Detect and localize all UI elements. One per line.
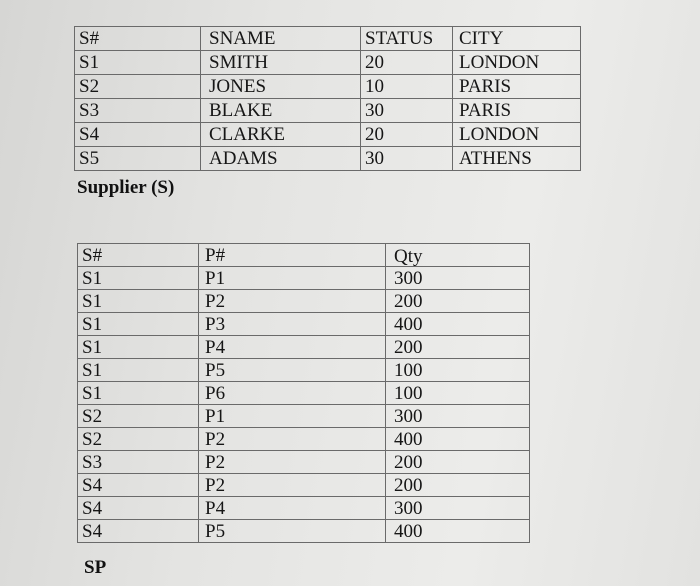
table-cell: 200 (386, 474, 530, 497)
table-cell: 100 (386, 359, 530, 382)
table-cell: PARIS (453, 75, 581, 99)
table-cell: ADAMS (201, 147, 361, 171)
table-cell: P6 (199, 382, 386, 405)
table-cell: S1 (78, 267, 199, 290)
sp-table-body (78, 244, 530, 543)
column-header: P# (199, 244, 386, 267)
table-cell: BLAKE (201, 99, 361, 123)
table-cell: P4 (199, 497, 386, 520)
table-cell: S1 (78, 359, 199, 382)
table-cell: S4 (78, 497, 199, 520)
table-row (78, 405, 530, 428)
table-cell: P2 (199, 474, 386, 497)
table-cell: LONDON (453, 123, 581, 147)
table-header-row (75, 27, 581, 51)
table-cell: 10 (361, 75, 453, 99)
table-cell: SMITH (201, 51, 361, 75)
table-cell: 300 (386, 267, 530, 290)
table-cell: P1 (199, 405, 386, 428)
table-row (75, 75, 581, 99)
table-cell: 400 (386, 520, 530, 543)
table-cell: S1 (78, 290, 199, 313)
table-cell: P2 (199, 290, 386, 313)
table-cell: S1 (78, 313, 199, 336)
table-cell: PARIS (453, 99, 581, 123)
table-row (78, 336, 530, 359)
table-cell: 400 (386, 428, 530, 451)
table-cell: S2 (75, 75, 201, 99)
table-cell: 200 (386, 336, 530, 359)
table-row (78, 359, 530, 382)
table-cell: 20 (361, 51, 453, 75)
table-cell: S2 (78, 428, 199, 451)
table-cell: S3 (78, 451, 199, 474)
column-header: CITY (453, 27, 581, 51)
table-cell: 300 (386, 497, 530, 520)
table-cell: S1 (75, 51, 201, 75)
table-cell: S2 (78, 405, 199, 428)
column-header: SNAME (201, 27, 361, 51)
sp-caption: SP (84, 557, 107, 578)
table-cell: 20 (361, 123, 453, 147)
table-cell: P3 (199, 313, 386, 336)
column-header: S# (75, 27, 201, 51)
table-cell: ATHENS (453, 147, 581, 171)
column-header: STATUS (361, 27, 453, 51)
table-cell: 100 (386, 382, 530, 405)
table-row (75, 123, 581, 147)
table-cell: 30 (361, 99, 453, 123)
table-cell: P4 (199, 336, 386, 359)
table-row (78, 382, 530, 405)
table-row (78, 313, 530, 336)
table-cell: S5 (75, 147, 201, 171)
table-cell: P1 (199, 267, 386, 290)
column-header: S# (78, 244, 199, 267)
table-row (75, 147, 581, 171)
supplier-caption: Supplier (S) (77, 177, 175, 198)
table-cell: P5 (199, 520, 386, 543)
table-row (78, 267, 530, 290)
column-header: Qty (386, 244, 530, 267)
table-cell: CLARKE (201, 123, 361, 147)
supplier-table (74, 26, 581, 171)
table-cell: S4 (78, 520, 199, 543)
table-cell: S1 (78, 336, 199, 359)
table-row (75, 51, 581, 75)
table-cell: JONES (201, 75, 361, 99)
table-cell: 200 (386, 451, 530, 474)
table-row (78, 428, 530, 451)
table-cell: LONDON (453, 51, 581, 75)
table-cell: 400 (386, 313, 530, 336)
table-row (78, 497, 530, 520)
table-row (78, 451, 530, 474)
table-cell: S3 (75, 99, 201, 123)
table-cell: S4 (75, 123, 201, 147)
table-cell: S4 (78, 474, 199, 497)
supplier-table-body (75, 27, 581, 171)
table-cell: P2 (199, 428, 386, 451)
table-row (78, 474, 530, 497)
table-cell: P5 (199, 359, 386, 382)
table-row (75, 99, 581, 123)
table-cell: 200 (386, 290, 530, 313)
table-row (78, 290, 530, 313)
table-cell: 300 (386, 405, 530, 428)
table-cell: S1 (78, 382, 199, 405)
table-cell: 30 (361, 147, 453, 171)
table-header-row (78, 244, 530, 267)
sp-table (77, 243, 530, 543)
table-cell: P2 (199, 451, 386, 474)
table-row (78, 520, 530, 543)
